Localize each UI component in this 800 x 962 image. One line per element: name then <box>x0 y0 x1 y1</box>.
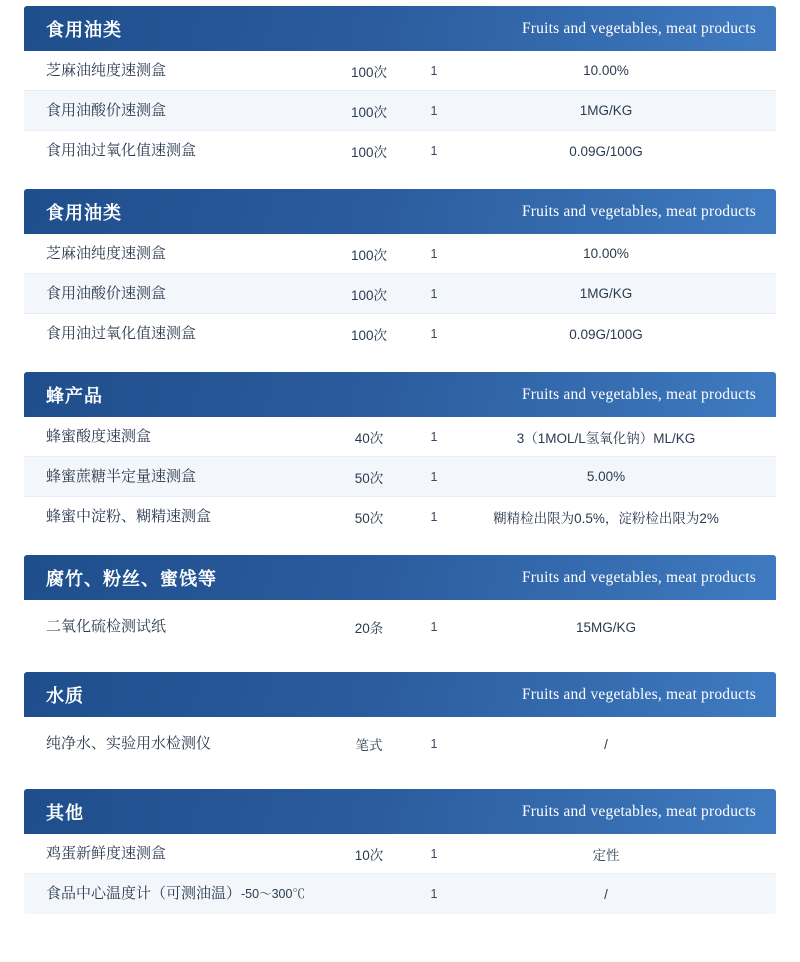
item-value: 糊精检出限为0.5%，淀粉检出限为2% <box>493 511 719 526</box>
item-name: 食用油过氧化值速测盒 <box>46 142 197 160</box>
group-title: 食用油类 <box>46 202 122 223</box>
group-subtitle: Fruits and vegetables, meat products <box>521 19 756 37</box>
item-spec: 100次 <box>350 247 388 263</box>
group-title: 其他 <box>46 802 84 823</box>
table-row <box>24 274 776 314</box>
item-qty: 1 <box>430 63 438 78</box>
item-name-sub: -50～300℃ <box>241 887 305 902</box>
group-title: 水质 <box>46 685 84 706</box>
item-name-main: 食品中心温度计（可测油温） <box>46 885 242 903</box>
item-name: 二氧化硫检测试纸 <box>46 618 167 636</box>
item-spec: 100次 <box>350 328 388 343</box>
group-rows <box>24 51 776 171</box>
item-spec: 20条 <box>354 621 384 636</box>
item-spec: 50次 <box>354 470 384 486</box>
group-header <box>24 672 776 717</box>
group-rows <box>24 234 776 354</box>
item-qty: 1 <box>430 286 438 301</box>
item-qty: 1 <box>430 144 438 158</box>
table-row <box>24 497 776 537</box>
group-header <box>24 189 776 234</box>
table-row <box>24 417 776 457</box>
item-spec: 10次 <box>354 847 384 863</box>
item-name: 蜂蜜蔗糖半定量速测盒 <box>46 467 197 485</box>
table-row <box>24 717 776 771</box>
group-title: 腐竹、粉丝、蜜饯等 <box>46 568 217 589</box>
group-title: 食用油类 <box>46 19 122 40</box>
group-header <box>24 6 776 51</box>
table-row <box>24 457 776 497</box>
group-subtitle: Fruits and vegetables, meat products <box>521 568 756 586</box>
item-spec: 50次 <box>354 511 384 526</box>
item-qty: 1 <box>430 103 438 118</box>
item-qty: 1 <box>430 510 438 524</box>
item-name: 鸡蛋新鲜度速测盒 <box>46 844 167 862</box>
product-group <box>24 6 776 171</box>
item-value: 15MG/KG <box>575 619 637 635</box>
item-name: 食用油酸价速测盒 <box>46 284 167 302</box>
item-spec: 100次 <box>350 64 388 80</box>
item-spec: 100次 <box>350 287 388 303</box>
item-value: 10.00% <box>583 63 629 78</box>
group-rows <box>24 417 776 537</box>
item-spec: 100次 <box>350 104 388 120</box>
item-qty: 1 <box>430 469 438 484</box>
table-row <box>24 91 776 131</box>
group-subtitle: Fruits and vegetables, meat products <box>521 385 756 403</box>
product-group <box>24 672 776 771</box>
group-header <box>24 789 776 834</box>
item-name <box>24 884 324 904</box>
item-qty: 1 <box>430 327 438 341</box>
product-group <box>24 372 776 537</box>
group-subtitle: Fruits and vegetables, meat products <box>521 685 756 703</box>
item-name: 食用油过氧化值速测盒 <box>46 325 197 343</box>
item-name: 芝麻油纯度速测盒 <box>46 244 167 262</box>
item-qty: 1 <box>430 737 438 751</box>
item-spec: 40次 <box>354 430 384 446</box>
item-value: 3（1MOL/L氢氧化钠）ML/KG <box>516 430 696 446</box>
item-qty: 1 <box>430 887 438 901</box>
group-subtitle: Fruits and vegetables, meat products <box>521 202 756 220</box>
item-value: 0.09G/100G <box>569 143 643 159</box>
item-name: 蜂蜜中淀粉、糊精速测盒 <box>46 508 212 526</box>
item-name: 蜂蜜酸度速测盒 <box>46 427 152 445</box>
table-row <box>24 834 776 874</box>
item-value: / <box>604 736 608 752</box>
item-spec: 100次 <box>350 145 388 160</box>
item-value: 5.00% <box>586 469 626 484</box>
table-row <box>24 131 776 171</box>
item-value: 0.09G/100G <box>569 326 643 342</box>
product-group <box>24 189 776 354</box>
table-row <box>24 314 776 354</box>
item-spec: 笔式 <box>355 738 383 753</box>
item-value: / <box>604 886 608 902</box>
group-rows <box>24 834 776 914</box>
product-group <box>24 555 776 654</box>
item-qty: 1 <box>430 429 438 444</box>
table-row <box>24 51 776 91</box>
group-rows <box>24 717 776 771</box>
group-subtitle: Fruits and vegetables, meat products <box>521 802 756 820</box>
item-value: 10.00% <box>583 246 629 261</box>
item-qty: 1 <box>430 620 438 634</box>
table-row <box>24 234 776 274</box>
table-row <box>24 600 776 654</box>
group-header <box>24 555 776 600</box>
product-group <box>24 789 776 914</box>
item-qty: 1 <box>430 846 438 861</box>
item-value: 1MG/KG <box>579 286 633 301</box>
item-qty: 1 <box>430 246 438 261</box>
item-value: 定性 <box>592 847 620 863</box>
item-name: 纯净水、实验用水检测仪 <box>46 735 212 753</box>
item-value: 1MG/KG <box>579 103 633 118</box>
group-rows <box>24 600 776 654</box>
table-row <box>24 874 776 914</box>
group-title: 蜂产品 <box>46 385 103 406</box>
item-name: 芝麻油纯度速测盒 <box>46 61 167 79</box>
group-header <box>24 372 776 417</box>
item-name: 食用油酸价速测盒 <box>46 101 167 119</box>
